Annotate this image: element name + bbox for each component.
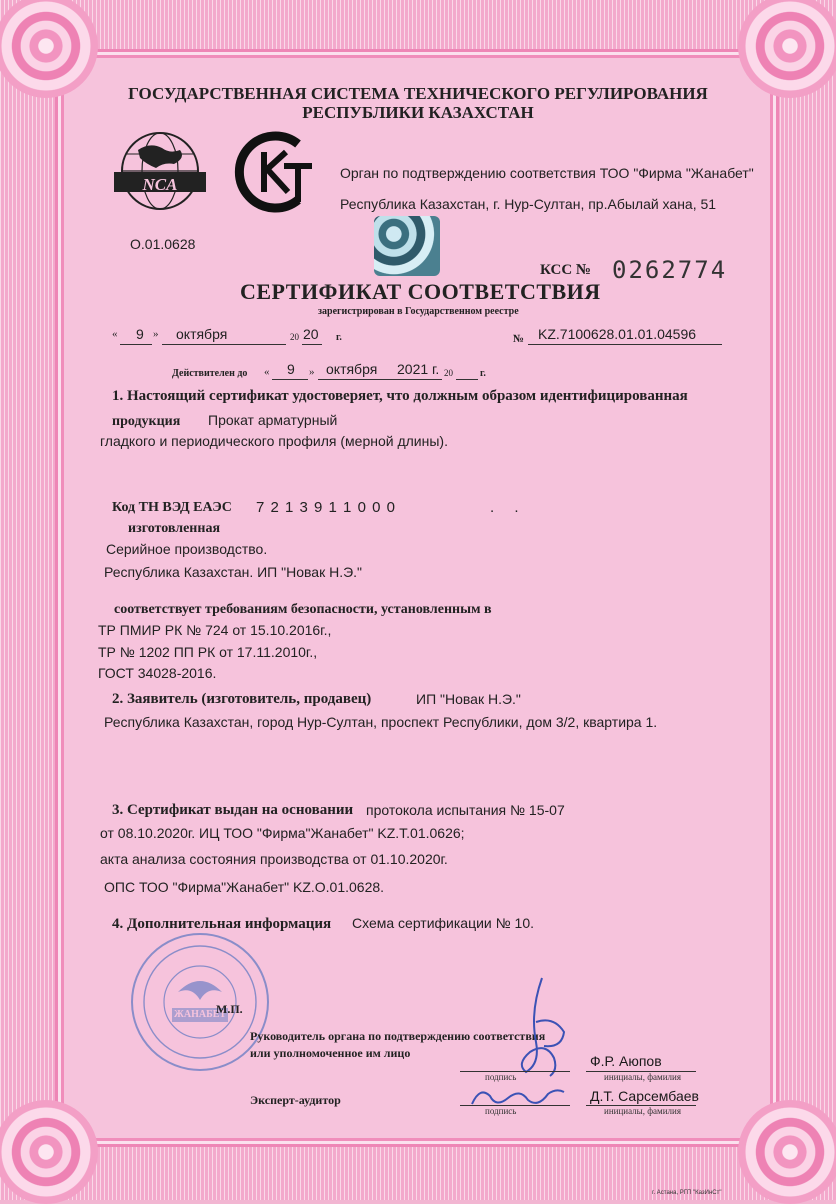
code-dots: . . xyxy=(490,499,519,516)
certificate-subtitle: зарегистрирован в Государственном реестре xyxy=(318,306,519,317)
issue-year-suffix: г. xyxy=(336,332,342,343)
organ-code: O.01.0628 xyxy=(130,236,196,252)
product-label: продукция xyxy=(112,414,181,429)
expert-signature-caption: подпись xyxy=(485,1106,517,1116)
valid-year-prefix: 20 xyxy=(444,368,453,378)
head-title-line-2: или уполномоченное им лицо xyxy=(250,1046,411,1060)
registry-label: № xyxy=(513,333,525,345)
issue-month: октября xyxy=(176,326,228,342)
head-name: Ф.Р. Аюпов xyxy=(590,1053,662,1069)
issue-quote-close: » xyxy=(153,328,159,340)
issue-year: 20 xyxy=(303,326,319,342)
valid-day: 9 xyxy=(287,361,295,377)
kcc-label: КСС № xyxy=(540,262,591,278)
manufactured-line-1: Серийное производство. xyxy=(106,541,268,557)
applicant-name: ИП "Новак Н.Э." xyxy=(416,691,521,707)
expert-signature xyxy=(468,1082,568,1112)
product-line-1: Прокат арматурный xyxy=(208,412,338,428)
nca-logo-text: NCA xyxy=(142,175,178,194)
section3-label: 3. Сертификат выдан на основании xyxy=(112,802,354,818)
section2-label: 2. Заявитель (изготовитель, продавец) xyxy=(112,691,372,707)
kcc-number: 0262774 xyxy=(612,256,728,284)
expert-label: Эксперт-аудитор xyxy=(250,1093,341,1107)
corner-rosette-bottom-right xyxy=(738,1100,836,1204)
valid-month: октября xyxy=(326,361,378,377)
organ-address: Республика Казахстан, г. Нур-Султан, пр.Абылай хана, 51 xyxy=(340,196,717,212)
registry-number: KZ.7100628.01.01.04596 xyxy=(538,326,697,342)
section1-intro: 1. Настоящий сертификат удостоверяет, что должным образом идентифицированная xyxy=(112,388,688,404)
issue-day: 9 xyxy=(136,326,144,342)
compliance-item-2: ТР № 1202 ПП РК от 17.11.2010г., xyxy=(98,644,318,660)
code-label: Код ТН ВЭД ЕАЭС xyxy=(112,500,232,515)
manufactured-label: изготовленная xyxy=(128,521,221,536)
header-line-2: РЕСПУБЛИКИ КАЗАХСТАН xyxy=(302,103,534,122)
product-line-2: гладкого и периодического профиля (мерной длины). xyxy=(100,433,448,449)
issue-year-prefix: 20 xyxy=(290,332,299,342)
section3-line-2: от 08.10.2020г. ИЦ ТОО "Фирма"Жанабет" KZ.T.01.0626; xyxy=(100,825,465,841)
organ-name: Орган по подтверждению соответствия ТОО "Фирма "Жанабет" xyxy=(340,165,754,181)
expert-initials-caption: инициалы, фамилия xyxy=(604,1106,681,1116)
section4-label: 4. Дополнительная информация xyxy=(112,916,332,932)
printer-note: г. Астана, РГП "КазИнСт" xyxy=(652,1190,722,1196)
section4-value: Схема сертификации № 10. xyxy=(352,915,535,931)
head-title-line-1: Руководитель органа по подтверждению соответствия xyxy=(250,1029,546,1043)
head-signature xyxy=(484,972,594,1082)
stamp-center-text: ЖАНАБЕТ xyxy=(173,1009,227,1020)
header-line-1: ГОСУДАРСТВЕННАЯ СИСТЕМА ТЕХНИЧЕСКОГО РЕГУЛИРОВАНИЯ xyxy=(128,84,708,103)
valid-quote-close: » xyxy=(309,366,315,378)
head-signature-caption: подпись xyxy=(485,1072,517,1082)
hologram-sticker xyxy=(374,216,440,276)
compliance-item-3: ГОСТ 34028-2016. xyxy=(98,665,217,681)
manufactured-line-2: Республика Казахстан. ИП "Новак Н.Э." xyxy=(104,564,363,580)
code-value: 7 2 1 3 9 1 1 0 0 0 xyxy=(256,499,395,516)
compliance-item-1: ТР ПМИР РК № 724 от 15.10.2016г., xyxy=(98,622,332,638)
applicant-address: Республика Казахстан, город Нур-Султан, проспект Республики, дом 3/2, квартира 1. xyxy=(104,714,658,730)
section3-line-3: акта анализа состояния производства от 01.10.2020г. xyxy=(100,851,448,867)
valid-until-label: Действителен до xyxy=(172,368,248,379)
expert-name: Д.Т. Сарсембаев xyxy=(590,1088,699,1104)
section3-line-4: ОПС ТОО "Фирма"Жанабет" KZ.O.01.0628. xyxy=(104,879,385,895)
compliance-label: соответствует требованиям безопасности, установленным в xyxy=(114,602,492,617)
kz-conformity-logo xyxy=(232,126,322,218)
valid-year: 2021 г. xyxy=(397,361,440,377)
issue-quote-open: « xyxy=(112,328,118,340)
section3-line-1: протокола испытания № 15-07 xyxy=(366,802,565,818)
head-initials-caption: инициалы, фамилия xyxy=(604,1072,681,1082)
valid-quote-open: « xyxy=(264,366,270,378)
certificate-title: СЕРТИФИКАТ СООТВЕТСТВИЯ xyxy=(240,279,601,304)
nca-logo xyxy=(110,128,210,218)
valid-year-suffix: г. xyxy=(480,368,486,379)
stamp-mp-label: М.П. xyxy=(216,1002,243,1016)
